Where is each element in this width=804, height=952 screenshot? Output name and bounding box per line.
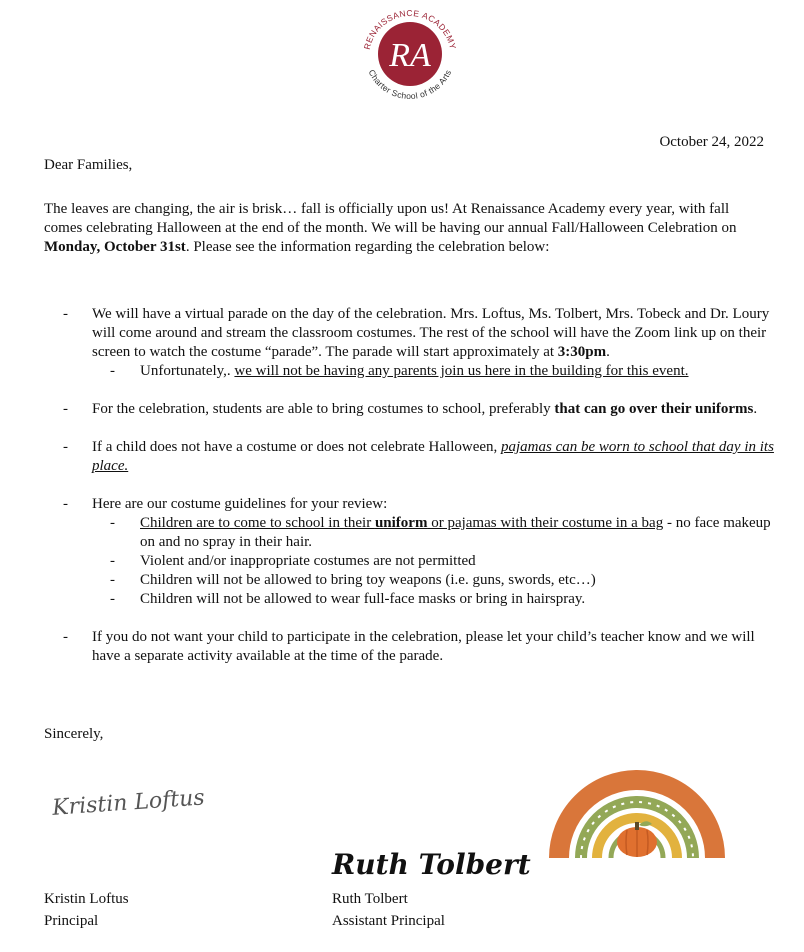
pajamas-text: If a child does not have a costume or does not celebrate Halloween, — [92, 439, 502, 455]
guideline-3 — [92, 571, 774, 590]
rainbow-pumpkin-icon — [545, 740, 730, 870]
letter-date: October 24, 2022 — [659, 134, 764, 150]
pajamas-note: pajamas can be worn to school that day in its place. — [92, 439, 774, 474]
signer-2-name: Ruth Tolbert — [332, 891, 408, 907]
parade-text-end: . — [606, 344, 610, 360]
guideline-4-text: Children will not be allowed to wear full-face masks or bring in hairspray. — [140, 591, 586, 607]
bullet-dash: - — [63, 496, 68, 512]
list-item-guidelines — [44, 495, 774, 609]
guidelines-heading: Here are our costume guidelines for your review: — [92, 496, 388, 512]
guideline-1-text-2: or pajamas with their costume in a bag — [427, 515, 664, 531]
costumes-uniform-note: that can go over their uniforms — [554, 401, 754, 417]
costumes-text-end: . — [753, 401, 758, 417]
list-item-opt-out — [44, 628, 774, 666]
logo-monogram: RA — [389, 37, 431, 74]
guideline-2-text: Violent and/or inappropriate costumes are not permitted — [140, 553, 476, 569]
signer-2-title: Assistant Principal — [332, 913, 445, 929]
intro-text-end: . Please see the information regarding the celebration below: — [185, 239, 550, 255]
school-logo — [355, 2, 465, 112]
intro-paragraph — [44, 200, 770, 257]
parents-text: Unfortunately,. — [140, 363, 235, 379]
bullet-dash: - — [63, 401, 68, 417]
bullet-dash: - — [63, 306, 68, 322]
sub-bullet-dash: - — [110, 515, 115, 531]
signature-kristin-loftus — [48, 772, 206, 830]
greeting: Dear Families, — [44, 157, 133, 173]
bullet-dash: - — [63, 439, 68, 455]
guideline-1 — [92, 514, 774, 552]
parade-sublist — [92, 362, 774, 381]
guideline-1-rest: - no face makeup on and no spray in their hair. — [140, 515, 771, 550]
signature-ruth-tolbert — [330, 838, 531, 886]
guideline-3-text: Children will not be allowed to bring toy weapons (i.e. guns, swords, etc…) — [140, 572, 596, 588]
signature-2-script: Ruth Tolbert — [332, 848, 531, 881]
info-list — [44, 305, 774, 685]
sub-item-parents — [92, 362, 774, 381]
signer-1-name: Kristin Loftus — [44, 891, 129, 907]
bullet-dash: - — [63, 629, 68, 645]
guideline-1-uniform: uniform — [374, 515, 428, 531]
sub-bullet-dash: - — [110, 591, 115, 607]
list-item-pajamas — [44, 438, 774, 476]
guideline-1-text: Children are to come to school in their — [140, 515, 375, 531]
guidelines-sublist — [92, 514, 774, 609]
parade-text: We will have a virtual parade on the day of the celebration. Mrs. Loftus, Ms. Tolbert, Mrs. Tobeck and Dr. Loury will come around and stream the classroom costumes. The rest of the school will have the Zoom link up on their screen to watch the costume “parade”. The parade will start approximately at — [92, 306, 770, 360]
sub-bullet-dash: - — [110, 363, 115, 379]
costumes-text: For the celebration, students are able to bring costumes to school, preferably — [92, 401, 555, 417]
intro-text: The leaves are changing, the air is brisk… fall is officially upon us! At Renaissance Academy every year, with fall comes celebrating Halloween at the end of the month. We will be having our annual Fall/Halloween Celebration on — [44, 201, 737, 236]
list-item-parade — [44, 305, 774, 381]
logo-top-text: RENAISSANCE ACADEMY — [361, 7, 459, 51]
closing: Sincerely, — [44, 726, 104, 742]
guideline-2 — [92, 552, 774, 571]
opt-out-text: If you do not want your child to participate in the celebration, please let your child’s teacher know and we will have a separate activity available at the time of the parade. — [92, 629, 755, 664]
signer-1-title: Principal — [44, 913, 99, 929]
parents-notice: we will not be having any parents join us here in the building for this event. — [234, 363, 689, 379]
logo-bottom-text: Charter School of the Arts — [366, 67, 454, 102]
list-item-costumes — [44, 400, 774, 419]
parade-time: 3:30pm — [557, 344, 607, 360]
guideline-4 — [92, 590, 774, 609]
celebration-date: Monday, October 31st — [44, 239, 186, 255]
sub-bullet-dash: - — [110, 553, 115, 569]
sub-bullet-dash: - — [110, 572, 115, 588]
signature-1-script: Kristin Loftus — [51, 785, 206, 821]
